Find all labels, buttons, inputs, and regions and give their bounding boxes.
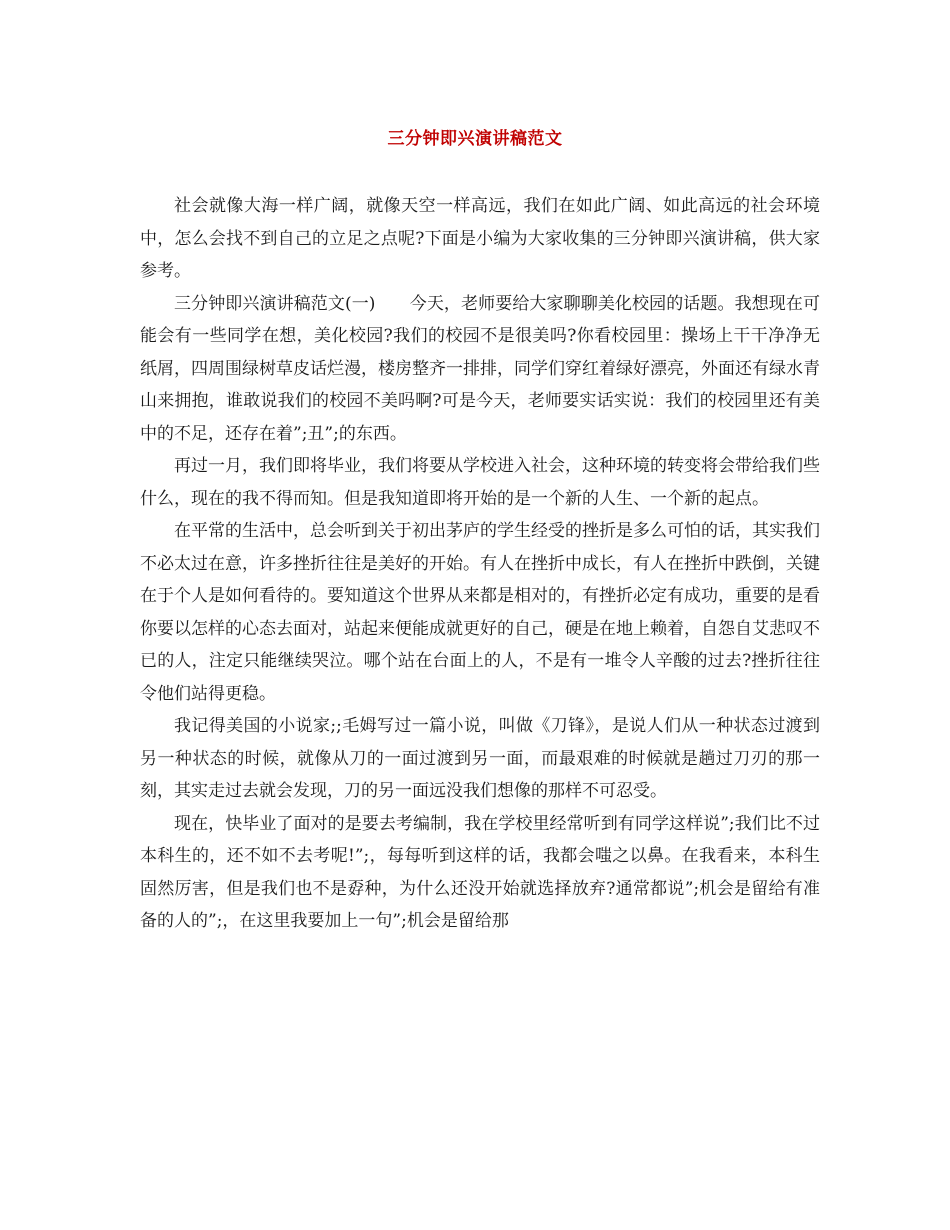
document-title: 三分钟即兴演讲稿范文	[387, 129, 563, 149]
paragraph-speech-one: 三分钟即兴演讲稿范文(一) 今天，老师要给大家聊聊美化校园的话题。我想现在可能会有一些同学在想，美化校园?我们的校园不是很美吗?你看校园里：操场上干干净净无纸屑，四周围绿树草皮话烂漫，楼房整齐一排排，同学们穿红着绿好漂亮，外面还有绿水青山来拥抱，谁敢说我们的校园不美吗啊?可是今天，老师要实话实说：我们的校园里还有美中的不足，还存在着”;丑”;的东西。	[140, 293, 820, 444]
paragraph-setbacks: 在平常的生活中，总会听到关于初出茅庐的学生经受的挫折是多么可怕的话，其实我们不必太过在意，许多挫折往往是美好的开始。有人在挫折中成长，有人在挫折中跌倒，关键在于个人是如何看待的。要知道这个世界从来都是相对的，有挫折必定有成功，重要的是看你要以怎样的心态去面对，站起来便能成就更好的自己，硬是在地上赖着，自怨自艾悲叹不已的人，注定只能继续哭泣。哪个站在台面上的人，不是有一堆令人辛酸的过去?挫折往往令他们站得更稳。	[140, 521, 820, 704]
paragraph-razors-edge: 我记得美国的小说家;;毛姆写过一篇小说，叫做《刀锋》，是说人们从一种状态过渡到另一种状态的时候，就像从刀的一面过渡到另一面，而最艰难的时候就是趟过刀刃的那一刻，其实走过去就会发现，刀的另一面远没我们想像的那样不可忍受。	[140, 716, 820, 801]
paragraph-exam: 现在，快毕业了面对的是要去考编制，我在学校里经常听到有同学这样说”;我们比不过本科生的，还不如不去考呢!”;，每每听到这样的话，我都会嗤之以鼻。在我看来，本科生固然厉害，但是我们也不是孬种，为什么还没开始就选择放弃?通常都说”;机会是留给有准备的人的”;，在这里我要加上一句”;机会是留给那	[140, 813, 820, 931]
paragraph-intro: 社会就像大海一样广阔，就像天空一样高远，我们在如此广阔、如此高远的社会环境中，怎么会找不到自己的立足之点呢?下面是小编为大家收集的三分钟即兴演讲稿，供大家参考。	[140, 196, 820, 281]
document-body	[140, 190, 820, 938]
paragraph-graduation: 再过一月，我们即将毕业，我们将要从学校进入社会，这种环境的转变将会带给我们些什么，现在的我不得而知。但是我知道即将开始的是一个新的人生、一个新的起点。	[140, 456, 820, 509]
